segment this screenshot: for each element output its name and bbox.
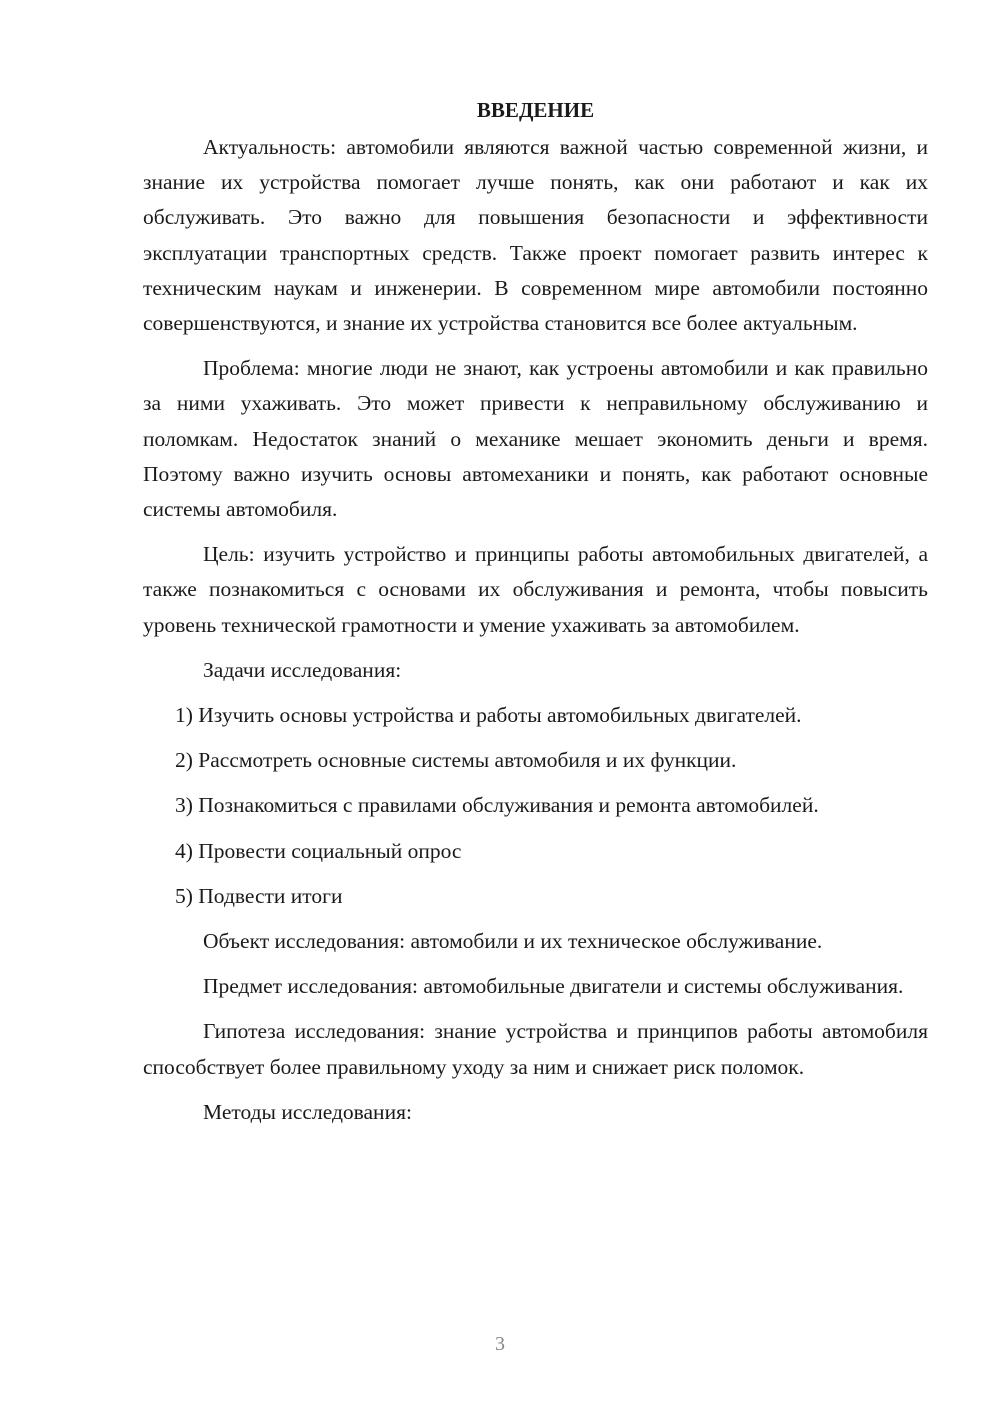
page-number: 3 (495, 1333, 505, 1355)
tasks-list (143, 698, 928, 914)
methods-heading: Методы исследования: (203, 1099, 412, 1124)
list-item: 3) Познакомиться с правилами обслуживания и ремонта автомобилей. (175, 793, 819, 818)
list-item: 4) Провести социальный опрос (175, 838, 462, 863)
relevance-paragraph: Актуальность: автомобили являются важной частью современной жизни, и знание их устройства помогает лучше понять, как они работают и как их обслуживать. Это важно для повышения безопасности и эффективности эксплуатации транспортных средств. Также проект помогает развить интерес к техническим наукам и инженерии. В современном мире автомобили постоянно совершенствуются, и знание их устройства становится все более актуальным. (143, 135, 928, 336)
problem-paragraph: Проблема: многие люди не знают, как устроены автомобили и как правильно за ними ухаживать. Это может привести к неправильному обслуживанию и поломкам. Недостаток знаний о механике мешает экономить деньги и время. Поэтому важно изучить основы автомеханики и понять, как работают основные системы автомобиля. (143, 356, 928, 522)
page-title: ВВЕДЕНИЕ (476, 98, 595, 122)
document-page (143, 96, 928, 1140)
tasks-heading: Задачи исследования: (203, 657, 402, 682)
list-item: 5) Подвести итоги (175, 883, 343, 908)
list-item: 1) Изучить основы устройства и работы автомобильных двигателей. (175, 703, 802, 728)
subject-paragraph: Предмет исследования: автомобильные двигатели и системы обслуживания. (203, 974, 904, 999)
hypothesis-paragraph: Гипотеза исследования: знание устройства и принципов работы автомобиля способствует более правильному уходу за ним и снижает риск поломок. (143, 1019, 928, 1079)
list-item: 2) Рассмотреть основные системы автомобиля и их функции. (175, 748, 737, 773)
goal-paragraph: Цель: изучить устройство и принципы работы автомобильных двигателей, а также познакомиться с основами их обслуживания и ремонта, чтобы повысить уровень технической грамотности и умение ухаживать за автомобилем. (143, 542, 928, 637)
object-paragraph: Объект исследования: автомобили и их техническое обслуживание. (203, 929, 823, 954)
